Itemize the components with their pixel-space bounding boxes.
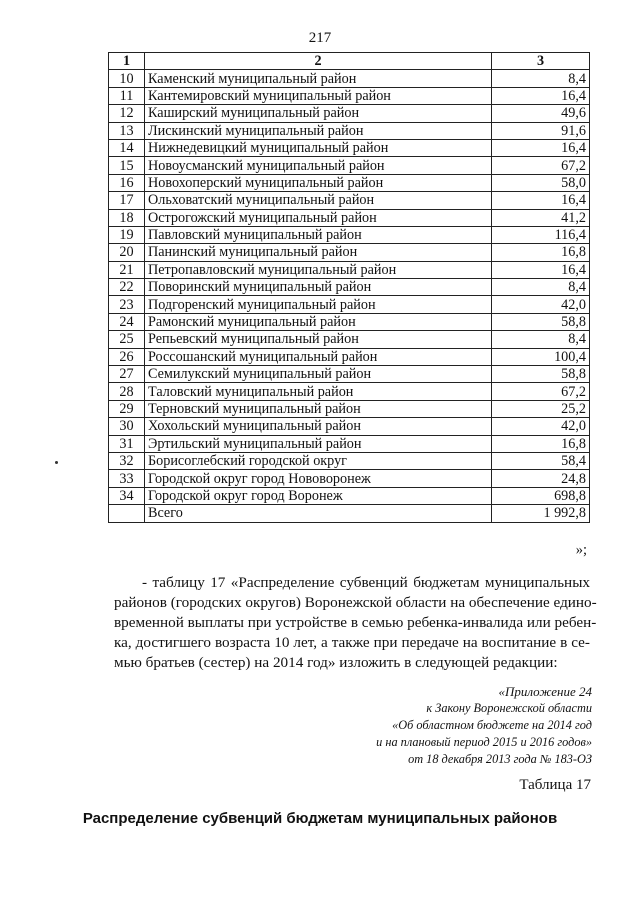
appendix-line: к Закону Воронежской области xyxy=(426,701,592,715)
table-row xyxy=(109,261,590,278)
row-value: 16,8 xyxy=(492,435,590,452)
row-number: 32 xyxy=(109,452,145,469)
row-value: 58,8 xyxy=(492,313,590,330)
row-value: 58,0 xyxy=(492,174,590,191)
row-number: 26 xyxy=(109,348,145,365)
row-number: 34 xyxy=(109,487,145,504)
table-row xyxy=(109,470,590,487)
row-value: 1 992,8 xyxy=(492,505,590,522)
row-district: Борисоглебский городской округ xyxy=(145,452,492,469)
row-district: Новоусманский муниципальный район xyxy=(145,157,492,174)
row-district: Таловский муниципальный район xyxy=(145,383,492,400)
row-value: 41,2 xyxy=(492,209,590,226)
row-number: 25 xyxy=(109,331,145,348)
table-row xyxy=(109,452,590,469)
row-value: 8,4 xyxy=(492,279,590,296)
row-number: 15 xyxy=(109,157,145,174)
row-number: 18 xyxy=(109,209,145,226)
row-district: Подгоренский муниципальный район xyxy=(145,296,492,313)
table-row xyxy=(109,400,590,417)
appendix-line: от 18 декабря 2013 года № 183-ОЗ xyxy=(408,752,592,766)
table-row xyxy=(109,331,590,348)
row-number: 19 xyxy=(109,226,145,243)
row-district: Каменский муниципальный район xyxy=(145,70,492,87)
row-number: 16 xyxy=(109,174,145,191)
table-row xyxy=(109,313,590,330)
row-number: 21 xyxy=(109,261,145,278)
row-district: Лискинский муниципальный район xyxy=(145,122,492,139)
row-number xyxy=(109,505,145,522)
row-value: 67,2 xyxy=(492,157,590,174)
table-header-row xyxy=(109,53,590,70)
row-number: 14 xyxy=(109,139,145,156)
row-value: 42,0 xyxy=(492,418,590,435)
row-district: Поворинский муниципальный район xyxy=(145,279,492,296)
row-value: 16,8 xyxy=(492,244,590,261)
table-row xyxy=(109,505,590,522)
row-value: 698,8 xyxy=(492,487,590,504)
table-row xyxy=(109,487,590,504)
table-row xyxy=(109,87,590,104)
column-header-1: 1 xyxy=(109,53,145,70)
row-value: 16,4 xyxy=(492,139,590,156)
row-number: 28 xyxy=(109,383,145,400)
row-district: Новохоперский муниципальный район xyxy=(145,174,492,191)
table-row xyxy=(109,296,590,313)
row-district: Репьевский муниципальный район xyxy=(145,331,492,348)
row-value: 8,4 xyxy=(492,70,590,87)
table-row xyxy=(109,157,590,174)
table-row xyxy=(109,226,590,243)
table-row xyxy=(109,435,590,452)
row-value: 42,0 xyxy=(492,296,590,313)
table-row xyxy=(109,174,590,191)
row-district: Панинский муниципальный район xyxy=(145,244,492,261)
row-number: 24 xyxy=(109,313,145,330)
row-district: Павловский муниципальный район xyxy=(145,226,492,243)
row-number: 31 xyxy=(109,435,145,452)
row-value: 67,2 xyxy=(492,383,590,400)
row-value: 91,6 xyxy=(492,122,590,139)
subvention-table xyxy=(108,52,590,523)
table-row xyxy=(109,122,590,139)
row-district: Всего xyxy=(145,505,492,522)
row-number: 23 xyxy=(109,296,145,313)
row-value: 58,4 xyxy=(492,452,590,469)
table-row xyxy=(109,366,590,383)
column-header-2: 2 xyxy=(145,53,492,70)
row-number: 20 xyxy=(109,244,145,261)
row-district: Рамонский муниципальный район xyxy=(145,313,492,330)
paragraph-line: районов (городских округов) Воронежской области на обеспечение едино- xyxy=(114,594,597,611)
paragraph-line: - таблицу 17 «Распределение субвенций бюджетам муниципальных xyxy=(142,574,590,591)
margin-dot xyxy=(55,461,58,464)
row-district: Нижнедевицкий муниципальный район xyxy=(145,139,492,156)
row-district: Терновский муниципальный район xyxy=(145,400,492,417)
row-number: 11 xyxy=(109,87,145,104)
row-value: 16,4 xyxy=(492,87,590,104)
row-value: 25,2 xyxy=(492,400,590,417)
row-number: 22 xyxy=(109,279,145,296)
appendix-line: «Об областном бюджете на 2014 год xyxy=(392,718,592,732)
table-row xyxy=(109,209,590,226)
row-district: Петропавловский муниципальный район xyxy=(145,261,492,278)
row-district: Острогожский муниципальный район xyxy=(145,209,492,226)
row-value: 24,8 xyxy=(492,470,590,487)
row-value: 116,4 xyxy=(492,226,590,243)
appendix-line: и на плановый период 2015 и 2016 годов» xyxy=(376,735,592,749)
table-body xyxy=(109,70,590,522)
row-number: 33 xyxy=(109,470,145,487)
row-value: 16,4 xyxy=(492,261,590,278)
quote-end: »; xyxy=(575,542,587,558)
table-row xyxy=(109,418,590,435)
row-value: 58,8 xyxy=(492,366,590,383)
row-district: Россошанский муниципальный район xyxy=(145,348,492,365)
row-district: Кантемировский муниципальный район xyxy=(145,87,492,104)
row-value: 8,4 xyxy=(492,331,590,348)
table-row xyxy=(109,70,590,87)
table-row xyxy=(109,348,590,365)
paragraph-line: ка, достигшего возраста 10 лет, а также при передаче на воспитание в се- xyxy=(114,634,590,651)
paragraph-line: мью братьев (сестер) на 2014 год» изложить в следующей редакции: xyxy=(114,654,558,671)
row-district: Эртильский муниципальный район xyxy=(145,435,492,452)
table-row xyxy=(109,383,590,400)
row-number: 12 xyxy=(109,105,145,122)
table-row xyxy=(109,279,590,296)
row-value: 16,4 xyxy=(492,192,590,209)
row-district: Городской округ город Нововоронеж xyxy=(145,470,492,487)
row-number: 13 xyxy=(109,122,145,139)
row-value: 49,6 xyxy=(492,105,590,122)
table-row xyxy=(109,105,590,122)
row-number: 10 xyxy=(109,70,145,87)
row-number: 29 xyxy=(109,400,145,417)
row-district: Семилукский муниципальный район xyxy=(145,366,492,383)
row-number: 30 xyxy=(109,418,145,435)
row-district: Ольховатский муниципальный район xyxy=(145,192,492,209)
row-district: Хохольский муниципальный район xyxy=(145,418,492,435)
row-number: 27 xyxy=(109,366,145,383)
appendix-line: «Приложение 24 xyxy=(498,684,592,699)
table-row xyxy=(109,244,590,261)
row-district: Каширский муниципальный район xyxy=(145,105,492,122)
amendment-paragraph xyxy=(114,573,597,673)
table-label: Таблица 17 xyxy=(519,777,591,793)
table-row xyxy=(109,192,590,209)
table-row xyxy=(109,139,590,156)
column-header-3: 3 xyxy=(492,53,590,70)
row-number: 17 xyxy=(109,192,145,209)
row-value: 100,4 xyxy=(492,348,590,365)
row-district: Городской округ город Воронеж xyxy=(145,487,492,504)
section-heading: Распределение субвенций бюджетам муниципальных районов xyxy=(82,810,558,827)
appendix-reference xyxy=(232,683,592,768)
page-number: 217 xyxy=(308,30,332,46)
paragraph-line: временной выплаты при устройстве в семью ребенка-инвалида или ребен- xyxy=(114,614,597,631)
